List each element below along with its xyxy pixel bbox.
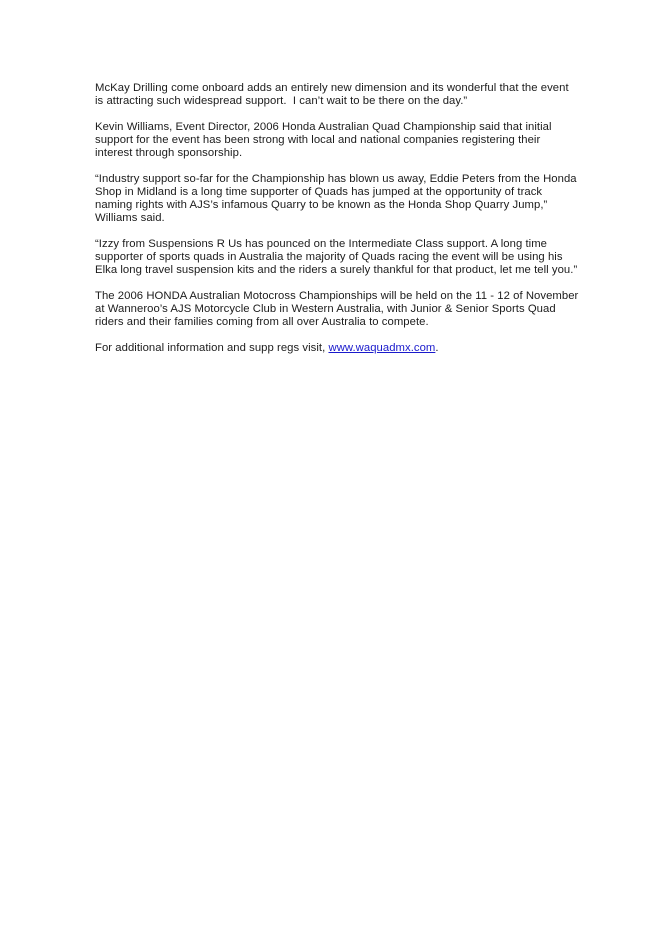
paragraph-mckay-drilling: McKay Drilling come onboard adds an entirely new dimension and its wonderful that the event is attracting such widespread support. I can’t wait to be there on the day.” bbox=[95, 82, 572, 107]
paragraph-event-details: The 2006 HONDA Australian Motocross Championships will be held on the 11 - 12 of November at Wanneroo’s AJS Motorcycle Club in Western Australia, with Junior & Senior Sports Quad riders and their families coming from all over Australia to compete. bbox=[95, 290, 582, 328]
closing-period-text: . bbox=[435, 342, 439, 354]
press-release-body bbox=[95, 82, 582, 355]
paragraph-izzy-suspensions: “Izzy from Suspensions R Us has pounced on the Intermediate Class support. A long time supporter of sports quads in Australia the majority of Quads racing the event will be using his Elka long travel suspension kits and the riders a surely thankful for that product, let me tell you.” bbox=[95, 238, 578, 276]
paragraph-closing bbox=[95, 342, 579, 355]
waquadmx-link[interactable]: www.waquadmx.com bbox=[328, 342, 436, 354]
paragraph-industry-support: “Industry support so-far for the Championship has blown us away, Eddie Peters from the Honda Shop in Midland is a long time supporter of Quads has jumped at the opportunity of track naming rights with AJS’s infamous Quarry to be known as the Honda Shop Quarry Jump,” Williams said. bbox=[95, 173, 580, 224]
closing-prefix-text: For additional information and supp regs visit, bbox=[95, 342, 329, 354]
paragraph-kevin-williams: Kevin Williams, Event Director, 2006 Honda Australian Quad Championship said that initial support for the event has been strong with local and national companies registering their interest through sponsorship. bbox=[95, 121, 555, 159]
